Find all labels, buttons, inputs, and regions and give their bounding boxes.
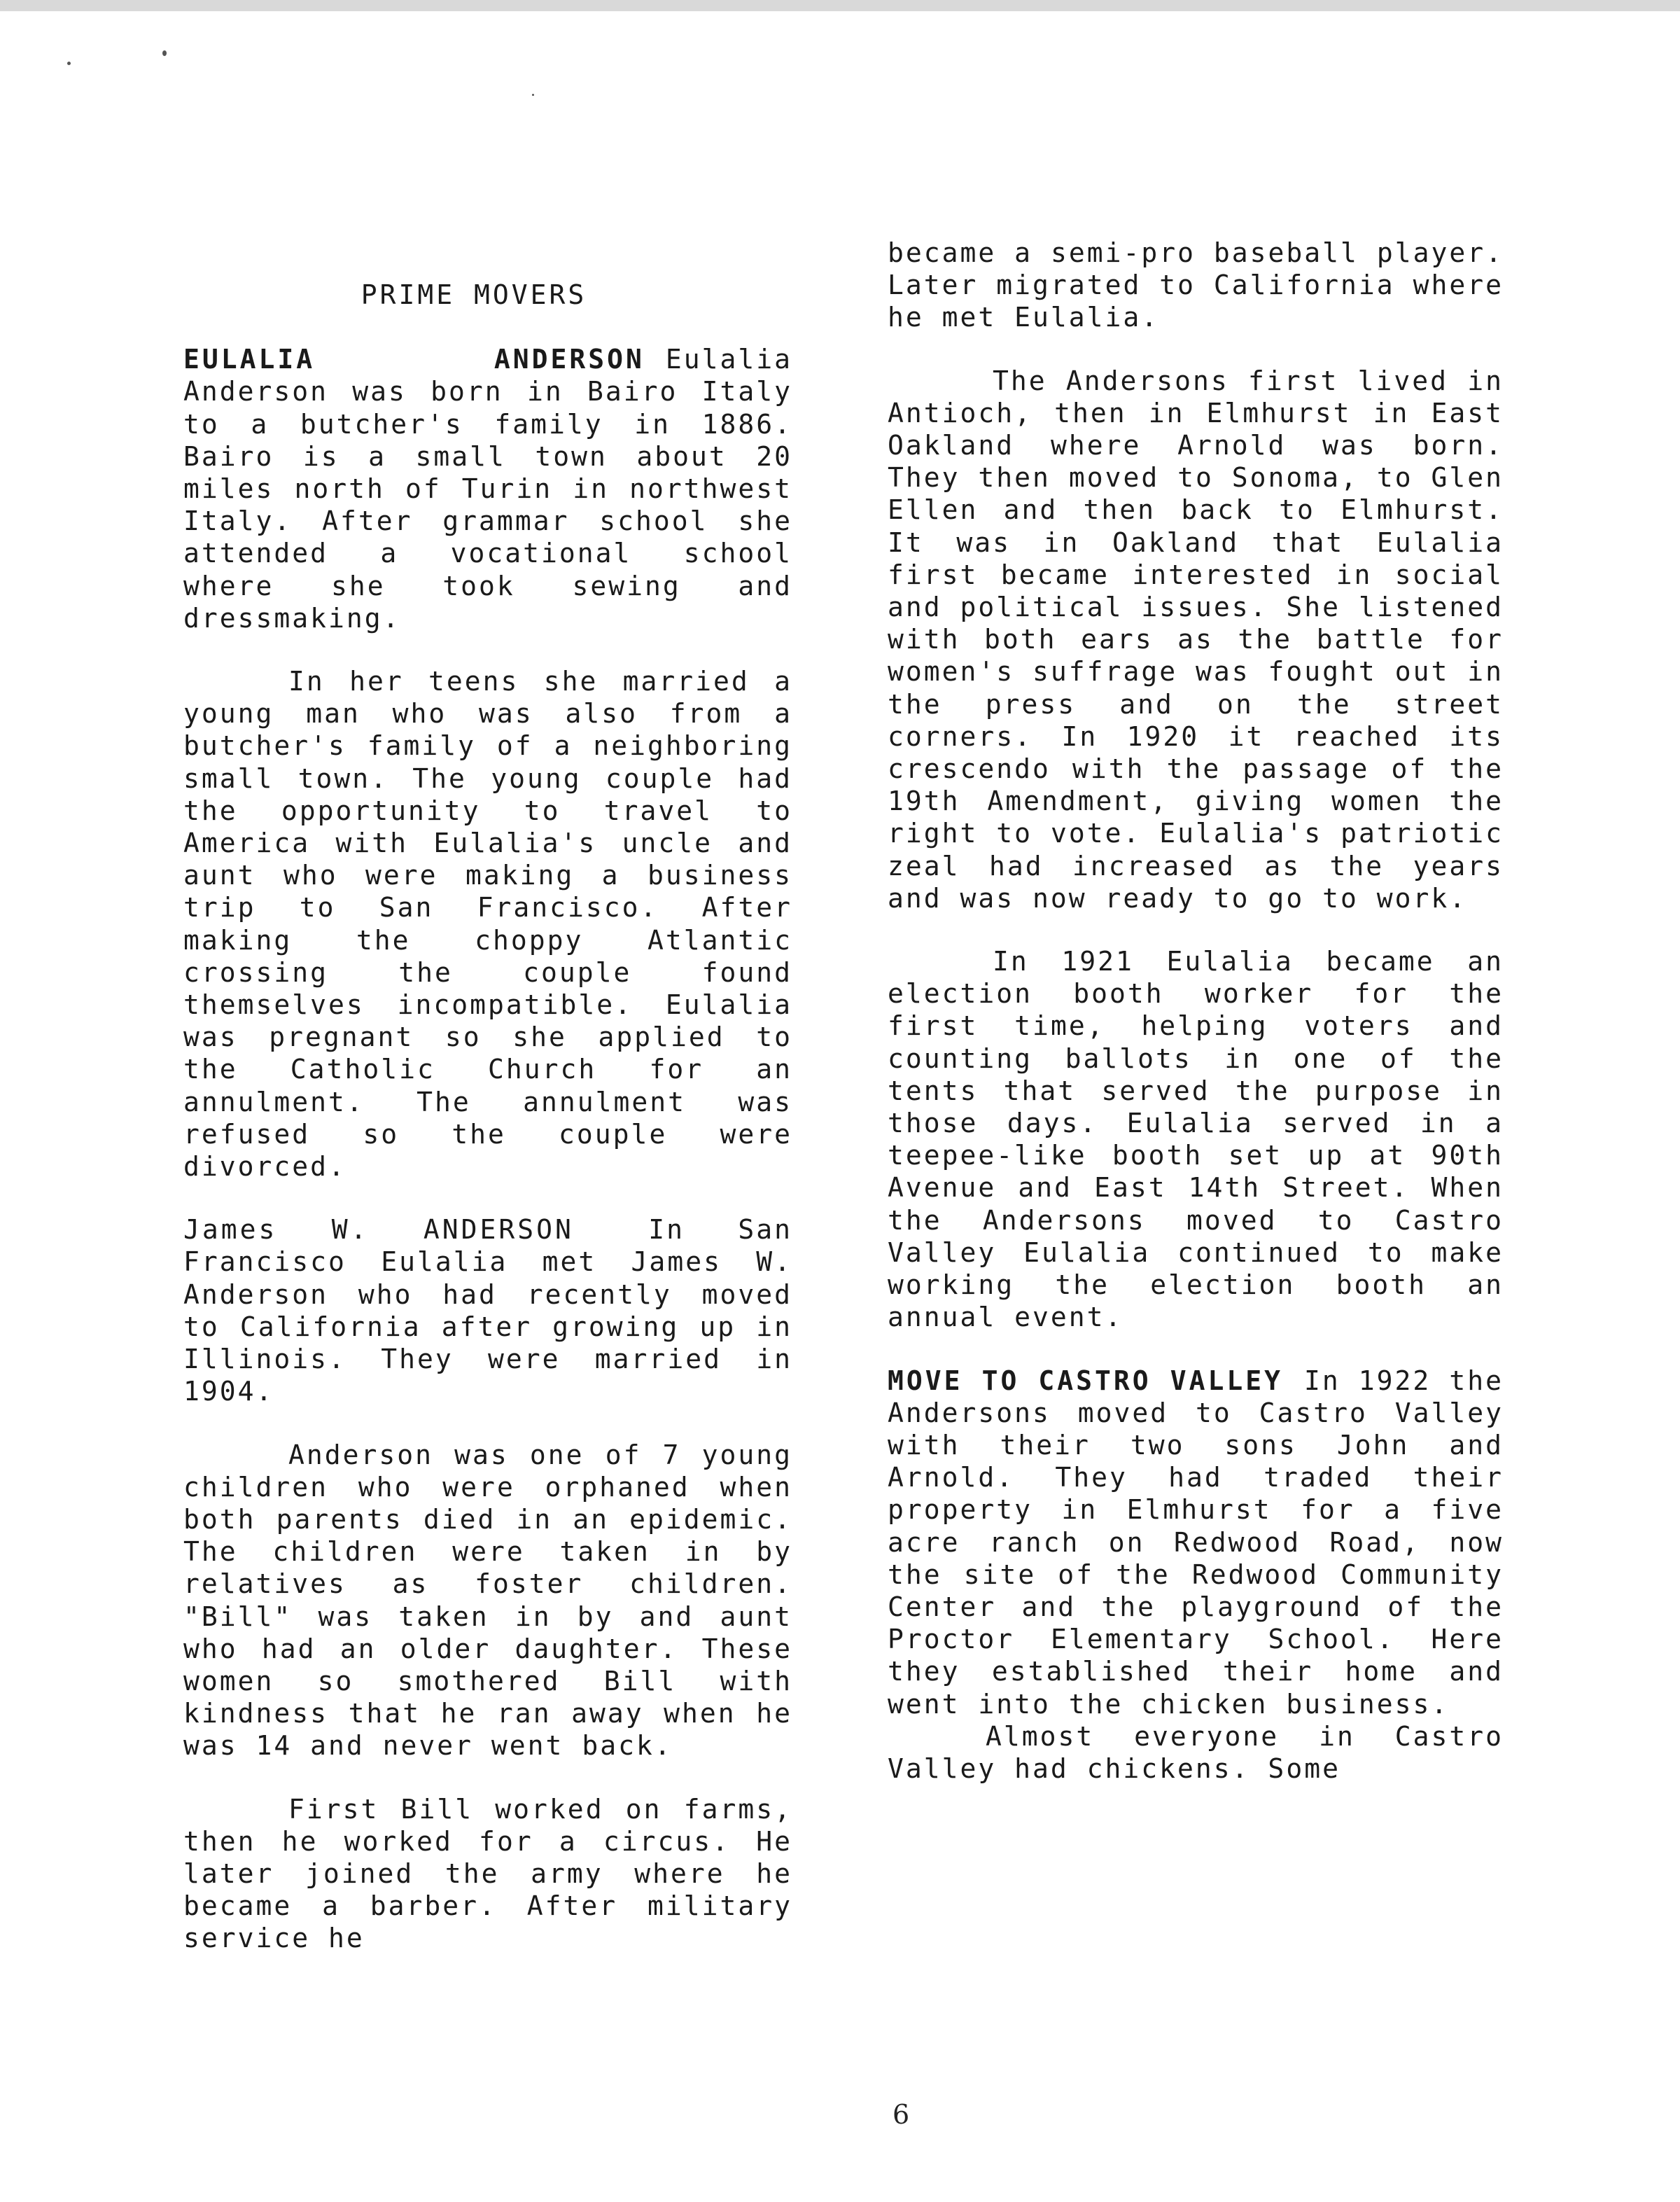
scan-speck bbox=[67, 62, 71, 65]
article-paragraph: became a semi-pro baseball player. Later migrated to California where he met Eulalia. bbox=[888, 237, 1504, 333]
page-title: PRIME MOVERS bbox=[360, 279, 587, 310]
paragraph-text: Eulalia Anderson was born in Bairo Italy to a butcher's family in 1886. Bairo is a small town about 20 miles north of Turin in northwest Italy. After grammar school she attended a vocational school where she took sewing and dressmaking. bbox=[183, 344, 792, 634]
paragraph-text: In 1922 the Andersons moved to Castro Valley with their two sons John and Arnold. They had traded their property in Elmhurst for a five acre ranch on Redwood Road, now the site of the Redwood Community Center and the playground of the Proctor Elementary School. Here they established their home and went into the chicken business. bbox=[888, 1365, 1504, 1720]
paragraph-text: In San Francisco Eulalia met James W. Anderson who had recently moved to California after growing up in Illinois. They were married in 1904. bbox=[183, 1214, 792, 1407]
article-paragraph: The Andersons first lived in Antioch, then in Elmhurst in East Oakland where Arnold was born. They then moved to Sonoma, to Glen Ellen and then back to Elmhurst. It was in Oakland that Eulalia first became interested in social and political issues. She listened with both ears as the battle for women's suffrage was fought out in the press and on the street corners. In 1920 it reached its crescendo with the passage of the 19th Amendment, giving women the right to vote. Eulalia's patriotic zeal had increased as the years and was now ready to go to work. bbox=[888, 365, 1504, 914]
article-paragraph: First Bill worked on farms, then he worked for a circus. He later joined the army where he became a barber. After military service he bbox=[183, 1793, 792, 1954]
article-paragraph: Almost everyone in Castro Valley had chickens. Some bbox=[888, 1720, 1504, 1784]
article-paragraph bbox=[183, 1213, 792, 1407]
article-paragraph bbox=[183, 343, 792, 634]
section-heading-james-anderson: James W. ANDERSON bbox=[183, 1214, 574, 1246]
right-column bbox=[888, 237, 1504, 1785]
article-paragraph: In 1921 Eulalia became an election booth worker for the first time, helping voters and counting ballots in one of the tents that served the purpose in those days. Eulalia served in a teepee-like booth set up at 90th Avenue and East 14th Street. When the Andersons moved to Castro Valley Eulalia continued to make working the election booth an annual event. bbox=[888, 946, 1504, 1333]
article-paragraph: Anderson was one of 7 young children who were orphaned when both parents died in an epidemic. The children were taken in by relatives as foster children. "Bill" was taken in by and aunt who had an older daughter. These women so smothered Bill with kindness that he ran away when he was 14 and never went back. bbox=[183, 1439, 792, 1762]
scan-top-edge bbox=[0, 0, 1680, 11]
article-paragraph bbox=[888, 1365, 1504, 1720]
section-heading-eulalia-anderson: EULALIA ANDERSON bbox=[183, 344, 645, 375]
page-number: 6 bbox=[892, 2099, 910, 2130]
scan-speck bbox=[532, 94, 534, 96]
scan-speck bbox=[162, 50, 167, 56]
section-heading-move-to-castro-valley: MOVE TO CASTRO VALLEY bbox=[888, 1365, 1283, 1396]
article-paragraph: In her teens she married a young man who was also from a butcher's family of a neighboring small town. The young couple had the opportunity to travel to America with Eulalia's uncle and aunt who were making a business trip to San Francisco. After making the choppy Atlantic crossing the couple found themselves incompatible. Eulalia was pregnant so she applied to the Catholic Church for an annulment. The annulment was refused so the couple were divorced. bbox=[183, 666, 792, 1183]
left-column bbox=[183, 279, 792, 1955]
